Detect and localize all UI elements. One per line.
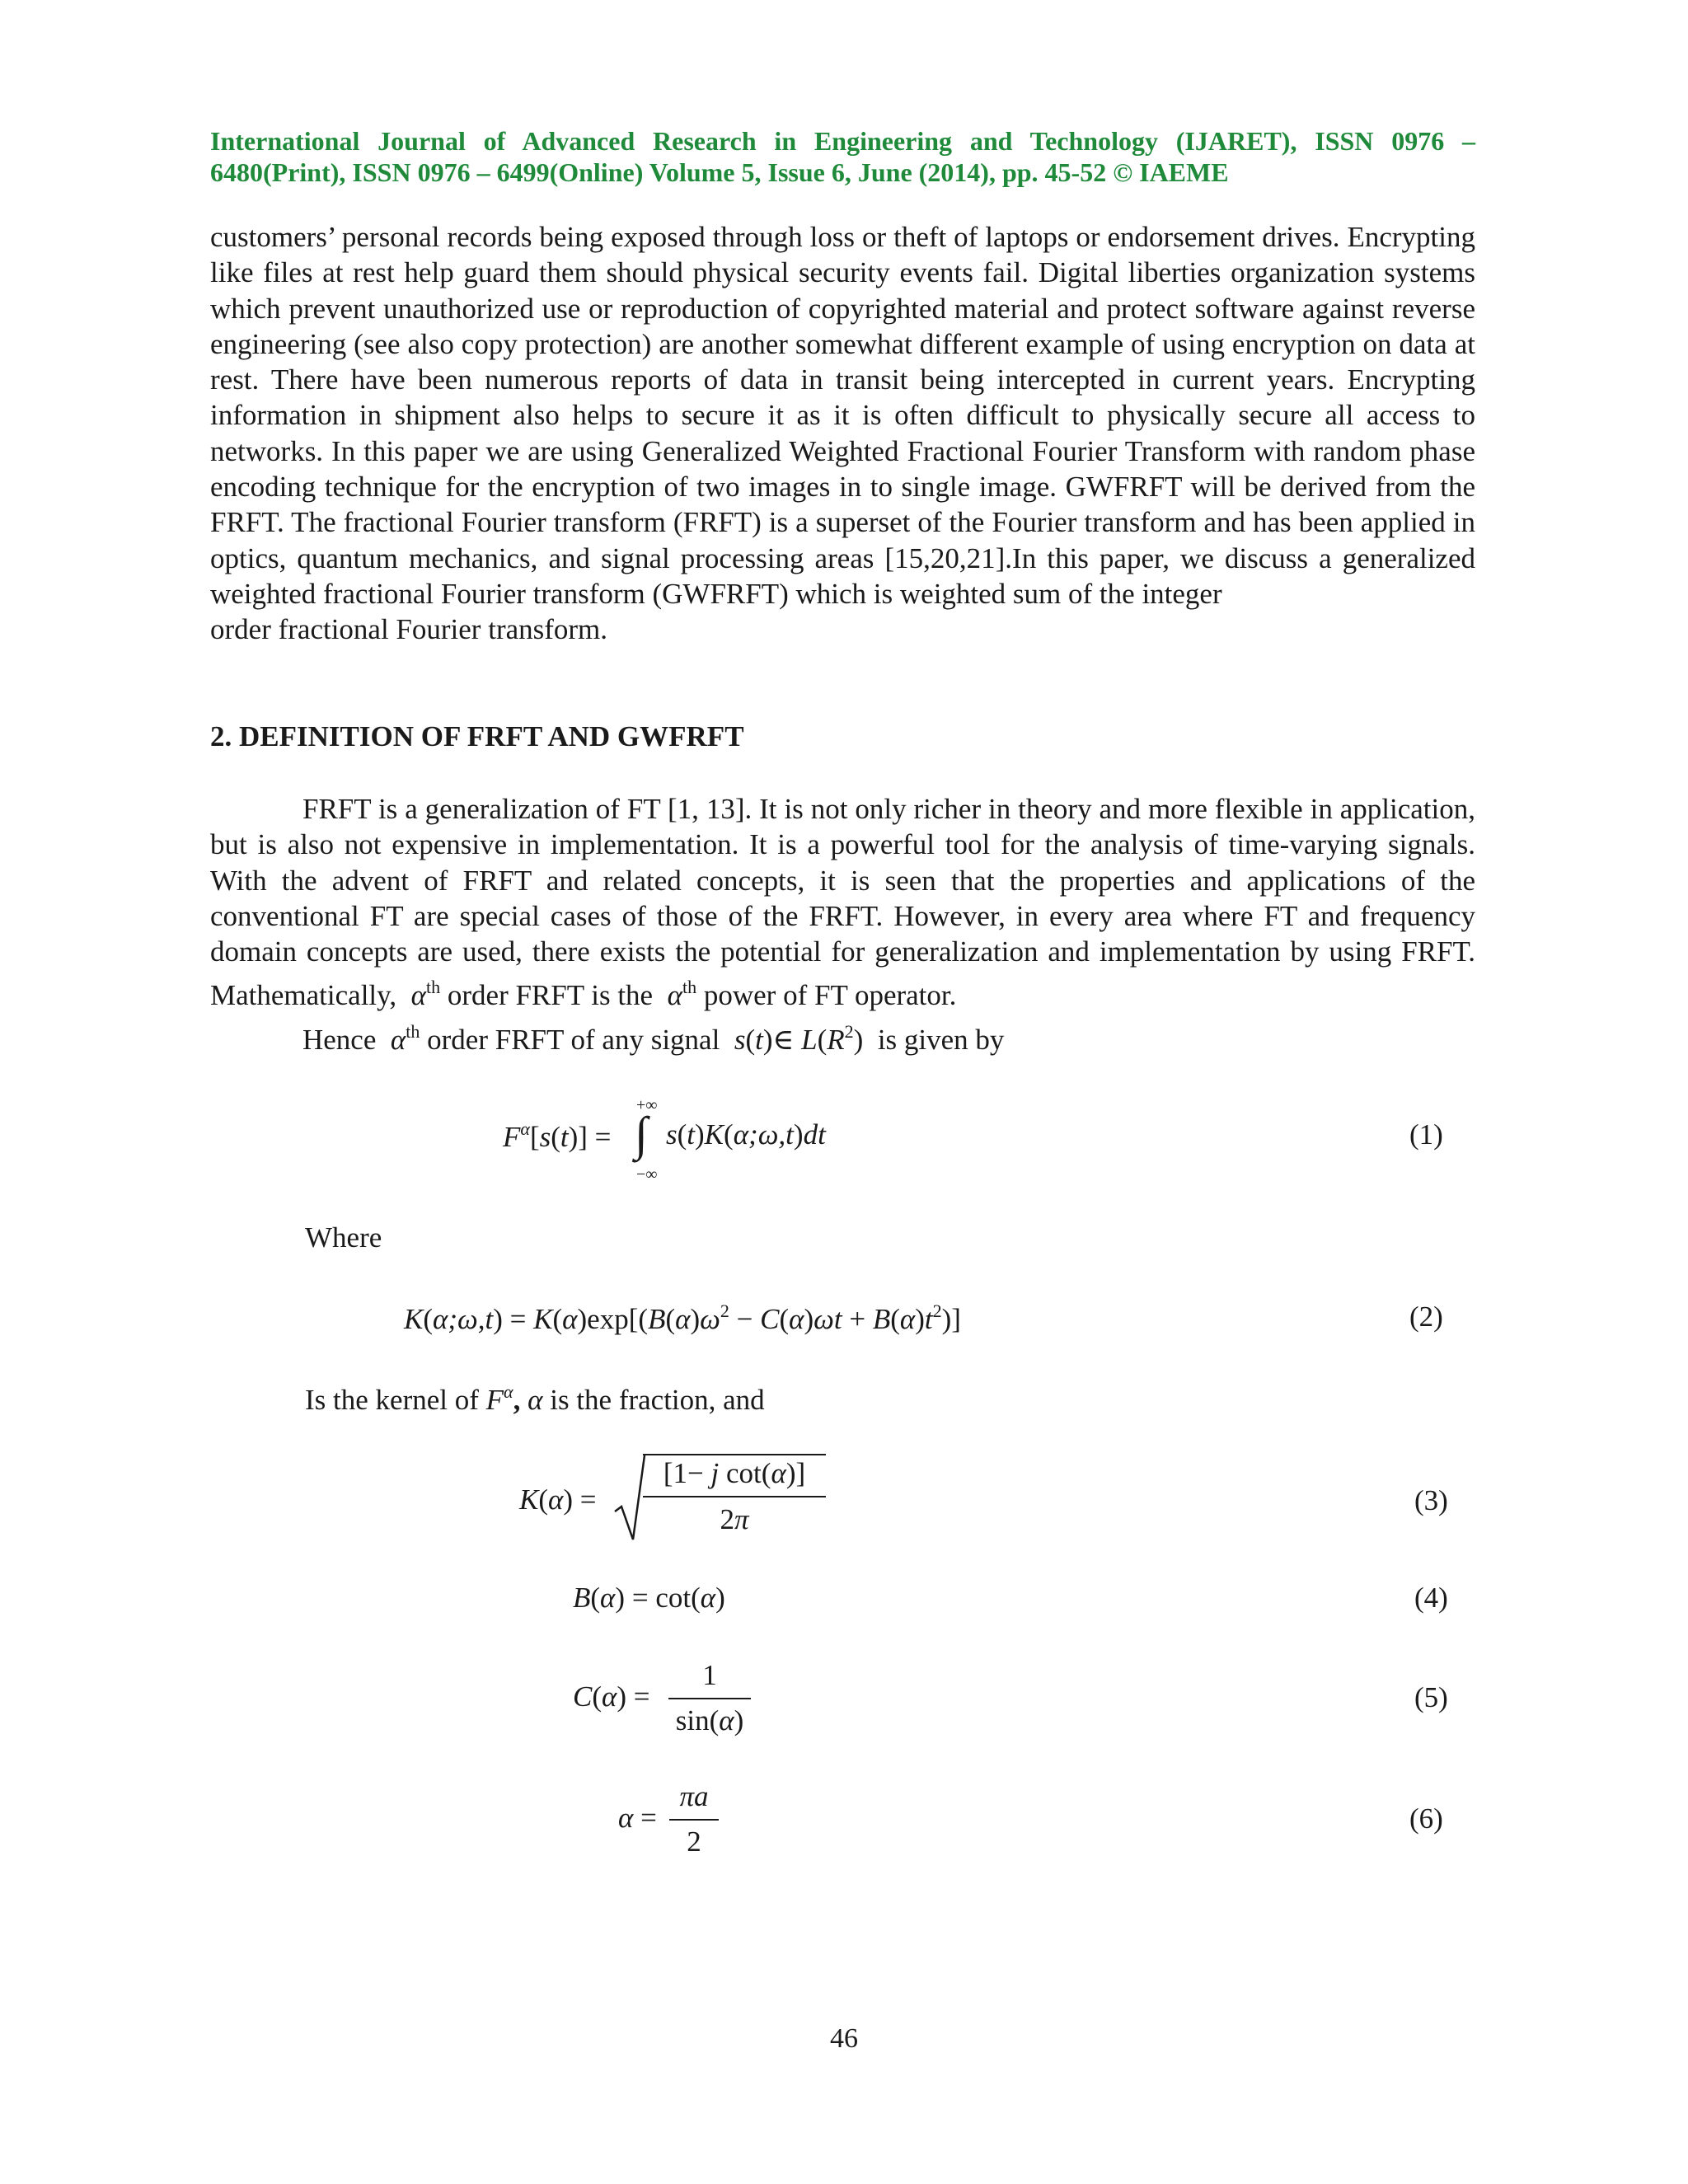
equation-2: K(α;ω,t) = $K(\alpha)\exp[(B(\alpha)\omega^2 - C(\alpha)\omega t + B(\alpha)t^2)]$ (404, 1301, 961, 1335)
definition-text-a: FRFT is a generalization of FT [1, 13]. It is not only richer in theory and more flexible in application, but is also not expensive in implementation. It is a powerful tool for the analysis of time-varying signals. With the advent of FRFT and related concepts, it is seen that the properties and applications of the conventional FT are special cases of those of the FRFT. However, in every area where FT and frequency domain concepts are used, there exists the potential for generalization and implementation by using FRFT. Mathematically, (210, 793, 1475, 1012)
equation-number: (1) (1409, 1118, 1443, 1151)
alpha-symbol: α (659, 979, 682, 1012)
definition-last-line (210, 1014, 1475, 1057)
page-number: 46 (830, 2023, 858, 2054)
journal-header-line-1: International Journal of Advanced Research in Engineering and Technology (IJARET), ISSN 0976 – (210, 126, 1475, 156)
equation-number: (2) (1409, 1301, 1443, 1333)
journal-header-line-2: 6480(Print), ISSN 0976 – 6499(Online) Volume 5, Issue 6, June (2014), pp. 45-52 © IAEME (210, 157, 1229, 187)
definition-text-c: power of FT operator. (703, 979, 957, 1012)
definition-text-d: order FRFT of any signal (427, 1023, 720, 1056)
alpha-symbol: α (383, 1023, 406, 1056)
definition-paragraph (210, 791, 1475, 1057)
intro-paragraph-text: customers’ personal records being exposed through loss or theft of laptops or endorsement drives. Encrypting like files at rest help guard them should physical security events fail. Digital liberties organization systems which prevent unauthorized use or reproduction of copyrighted material and protect software against reverse engineering (see also copy protection) are another somewhat different example of using encryption on data at rest. There have been numerous reports of data in transit being intercepted in current years. Encrypting information in shipment also helps to secure it as it is often difficult to physically secure all access to networks. In this paper we are using Generalized Weighted Fractional Fourier Transform with random phase encoding technique for the encryption of two images in to single image. GWFRFT will be derived from the FRFT. The fractional Fourier transform (FRFT) is a superset of the Fourier transform and has been applied in optics, quantum mechanics, and signal processing areas [15,20,21].In this paper, we discuss a generalized weighted fractional Fourier transform (GWFRFT) which is weighted sum of the integer (210, 221, 1475, 610)
alpha-symbol: α (528, 1384, 543, 1416)
equation-number: (6) (1409, 1802, 1443, 1835)
equation-number: (3) (1414, 1484, 1448, 1516)
journal-header (210, 125, 1475, 188)
radical-sign (613, 1454, 646, 1543)
section-heading: 2. DEFINITION OF FRFT AND GWFRFT (210, 720, 744, 752)
definition-text-e: is given by (877, 1023, 1005, 1056)
superscript-th: th (406, 1020, 420, 1042)
definition-hence: Hence (302, 1023, 377, 1056)
equation-number: (4) (1414, 1582, 1448, 1614)
superscript-th: th (426, 977, 441, 998)
operator-symbol: $F^\alpha$ (485, 1381, 513, 1416)
where-label: Where (305, 1221, 382, 1254)
definition-text-b: order FRFT is the (447, 979, 654, 1012)
alpha-symbol: α (403, 979, 426, 1012)
signal-domain-expression: s(t)∈ $L(R^2)$ (727, 1020, 864, 1056)
page: International Journal of Advanced Research in Engineering and Technology (IJARET), ISSN 0976 – 6480(Print), ISSN 0976 – 6499(Online) Volume 5, Issue 6, June (2014), pp. 45-52 © IAEME customers’ personal records being exposed through loss or theft of laptops or endorsement drives. Encrypting like files at rest help guard them should physical security events fail. Digital liberties organization systems which prevent unauthorized use or reproduction of copyrighted material and protect software against reverse engineering (see also copy protection) are another somewhat different example of using encryption on data at rest. There have been numerous reports of data in transit being intercepted in current years. Encrypting information in shipment also helps to secure it as it is often difficult to physically secure all access to networks. In this paper we are using Generalized Weighted Fractional Fourier Transform with random phase encoding technique for the encryption of two images in to single image. GWFRFT will be derived from the FRFT. The fractional Fourier transform (FRFT) is a superset of the Fourier transform and has been applied in optics, quantum mechanics, and signal processing areas [15,20,21].In this paper, we discuss a generalized weighted fractional Fourier transform (GWFRFT) which is weighted sum of the integer order fractional Fourier transform. 2. DEFINITION OF FRFT AND GWFRFT FRFT is a generalization of FT [1, 13]. It is not only richer in theory and more flexible in application, but is also not expensive in implementation. It is a powerful tool for the analysis of time-varying signals. With the advent of FRFT and related concepts, it is seen that the properties and applications of the conventional FT are special cases of those of the FRFT. However, in every area where FT and frequency domain concepts are used, there exists the potential for generalization and implementation by using FRFT. Mathematically, $\alpha^{th}$ order FRFT is the $\alpha^{th}$ power of FT operator. Hence $\alpha^{th}$ order FRFT of any signal s(t)∈ $L(R^2)$ is given by $F^\alpha[s(t)]$ = +∞ ∫ −∞ s(t)K(α;ω,t)dt (1) Where K(α;ω,t) = $K(\alpha)\exp[(B(\alpha)\omega^2 - C(\alpha)\omega t + B(\alpha)t^2)]$ (2) Is the kernel of $F^\alpha$, α is the fraction, and K(α) = [1− j cot(α)] 2π (3) B(α) = cot(α) (4) C(α) = 1 sin(α) (5) α = πa 2 (6) 46 (0, 0, 1688, 2184)
kernel-label: Is the kernel of $F^\alpha$, α is the fraction, and (305, 1381, 765, 1416)
superscript-th: th (682, 977, 697, 998)
kernel-label-prefix: Is the kernel of (305, 1384, 479, 1416)
equation-4: B(α) = cot(α) (573, 1582, 725, 1614)
kernel-label-suffix: is the fraction, and (550, 1384, 765, 1416)
intro-paragraph-last-line: order fractional Fourier transform. (210, 613, 608, 646)
equation-number: (5) (1414, 1681, 1448, 1713)
intro-paragraph (210, 219, 1475, 648)
